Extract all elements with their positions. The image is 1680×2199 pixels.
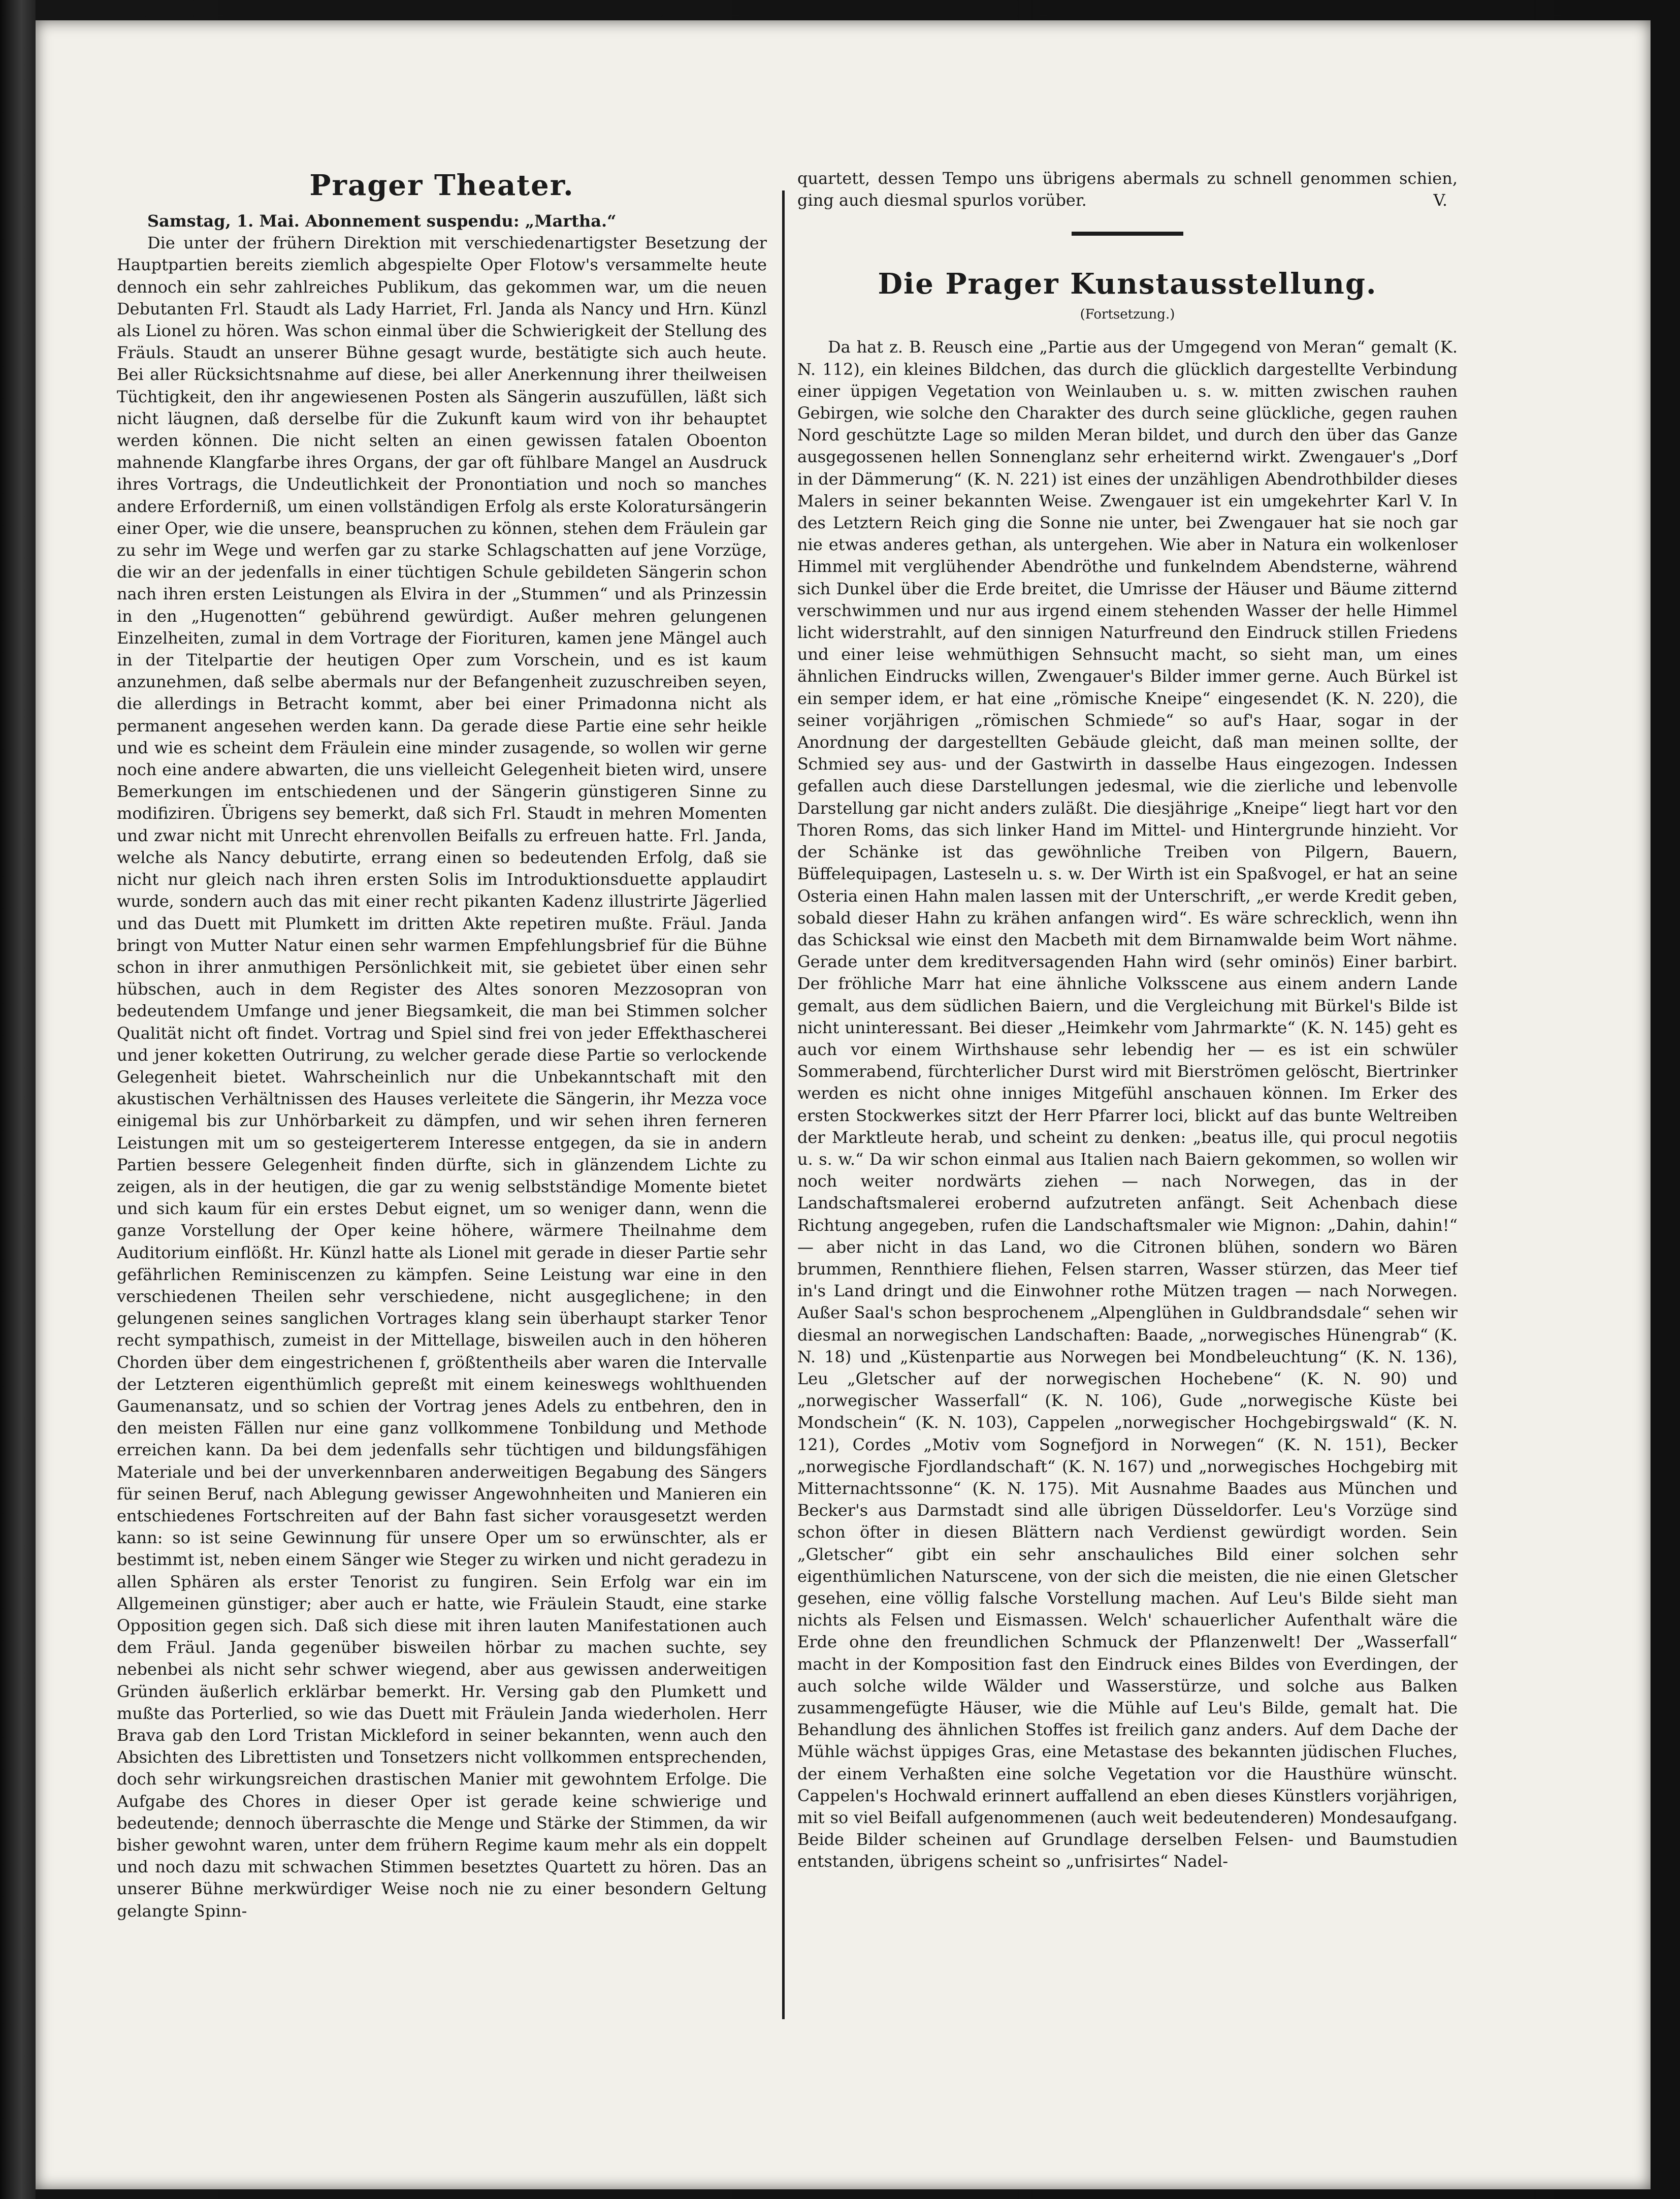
exhibition-article-text: Da hat z. B. Reusch eine „Partie aus der Umgegend von Meran“ gemalt (K. N. 112), ein kleines Bildchen, das durch die glücklich dargestellte Verbindung einer üppigen Vegetation von Weinlauben u. s. w. mitten zwischen rauhen Gebirgen, wie solche den Charakter des durch seine glückliche, gegen rauhen Nord geschützte Lage so milden Meran bildet, und durch den über das Ganze ausgegossenen hellen Sonnenglanz sehr erheiternd wirkt. Zwengauer's „Dorf in der Dämmerung“ (K. N. 221) ist eines der unzähligen Abendrothbilder dieses Malers in seiner bekannten Weise. Zwengauer ist ein umgekehrter Karl V. In des Letztern Reich ging die Sonne nie unter, bei Zwengauer hat sie noch gar nie etwas anderes gethan, als untergehen. Wie aber in Natura ein wolkenloser Himmel mit verglühender Abendröthe und funkelndem Abendsterne, während sich Dunkel über die Erde breitet, die Umrisse der Häuser und Bäume zitternd verschwimmen und nur aus irgend einem stehenden Wasser der helle Himmel licht widerstrahlt, auf den sinnigen Naturfreund den Eindruck stillen Friedens und einer leise wehmüthigen Sehnsucht macht, so sieht man, um eines ähnlichen Eindrucks willen, Zwengauer's Bilder immer gerne. Auch Bürkel ist ein semper idem, er hat eine „römische Kneipe“ eingesendet (K. N. 220), die seiner vorjährigen „römischen Schmiede“ so auf's Haar, sogar in der Anordnung der dargestellten Gebäude gleicht, daß man meinen sollte, der Schmied sey aus- und der Gastwirth in dasselbe Haus eingezogen. Indessen gefallen auch diese Darstellungen jedesmal, wie die zierliche und lebenvolle Darstellung gar nicht anders zuläßt. Die diesjährige „Kneipe“ liegt hart vor den Thoren Roms, das sich linker Hand im Mittel- und Hintergrunde hinzieht. Vor der Schänke ist das gewöhnliche Treiben von Pilgern, Bauern, Büffelequipagen, Lasteseln u. s. w. Der Wirth ist ein Spaßvogel, er hat an seine Osteria einen Hahn malen lassen mit der Unterschrift, „er werde Kredit geben, sobald dieser Hahn zu krähen anfangen wird“. Es wäre schrecklich, wenn ihn das Schicksal wie einst den Macbeth mit dem Birnamwalde beim Wort nähme. Gerade unter dem kreditversagenden Hahn wird (sehr ominös) Einer barbirt. Der fröhliche Marr hat eine ähnliche Volksscene aus einem andern Lande gemalt, aus dem südlichen Baiern, und die Vergleichung mit Bürkel's Bilde ist nicht uninteressant. Bei dieser „Heimkehr vom Jahrmarkte“ (K. N. 145) geht es auch vor einem Wirthshause sehr lebendig her — es ist ein schwüler Sommerabend, fürchterlicher Durst wird mit Bierströmen gelöscht, Biertrinker werden es nicht ohne inniges Mitgefühl anschauen können. Im Erker des ersten Stockwerkes sitzt der Herr Pfarrer loci, blickt auf das bunte Weltreiben der Marktleute herab, und scheint zu denken: „beatus ille, qui procul negotiis u. s. w.“ Da wir schon einmal aus Italien nach Baiern gekommen, so wollen wir noch weiter nordwärts ziehen — nach Norwegen, das in der Landschaftsmalerei erobernd aufzutreten anfängt. Seit Achenbach diese Richtung angegeben, rufen die Landschaftsmaler wie Mignon: „Dahin, dahin!“ — aber nicht in das Land, wo die Citronen blühen, sondern wo Bären brummen, Rennthiere fliehen, Felsen starren, Wasser stürzen, das Meer tief in's Land dringt und die Einwohner rothe Mützen tragen — nach Norwegen. Außer Saal's schon besprochenem „Alpenglühen in Guldbrandsdale“ sehen wir diesmal an norwegischen Landschaften: Baade, „norwegisches Hünengrab“ (K. N. 18) und „Küstenpartie aus Norwegen bei Mondbeleuchtung“ (K. N. 136), Leu „Gletscher auf der norwegischen Hochebene“ (K. N. 90) und „norwegischer Wasserfall“ (K. N. 106), Gude „norwegische Küste bei Mondschein“ (K. N. 103), Cappelen „norwegischer Hochgebirgswald“ (K. N. 121), Cordes „Motiv vom Sognefjord in Norwegen“ (K. N. 151), Becker „norwegische Fjordlandschaft“ (K. N. 167) und „norwegisches Hochgebirg mit Mitternachtssonne“ (K. N. 175). Mit Ausnahme Baades aus München und Becker's aus Darmstadt sind alle übrigen Düsseldorfer. Leu's Vorzüge sind schon öfter in diesen Blättern nach Verdienst gewürdigt worden. Sein „Gletscher“ gibt ein sehr anschauliches Bild einer solchen sehr eigenthümlichen Naturscene, von der sich die meisten, die nie einen Gletscher gesehen, eine völlig falsche Vorstellung machen. Auf Leu's Bilde sieht man nichts als Felsen und Eismassen. Welch' schauerlicher Aufenthalt wäre die Erde ohne den freundlichen Schmuck der Pflanzenwelt! Der „Wasserfall“ macht in der Komposition fast den Eindruck eines Bildes von Everdingen, der auch solche wilde Wälder und Wasserstürze, und solche aus Balken zusammengefügte Häuser, wie die Mühle auf Leu's Bilde, gemalt hat. Die Behandlung des ähnlichen Stoffes ist freilich ganz anders. Auf dem Dache der Mühle wächst üppiges Gras, eine Metastase des bekannten jüdischen Fluches, der einem Verhaßten eine solche Vegetation vor die Hausthüre wünscht. Cappelen's Hochwald erinnert auffallend an eben dieses Künstlers vorjährigen, mit so viel Beifall aufgenommenen (auch weit bedeutenderen) Mondesaufgang. Beide Bilder scheinen auf Grundlage derselben Felsen- und Baumstudien entstanden, übrigens scheint so „unfrisirtes“ Nadel- (797, 337, 1458, 1871)
author-signature: V. (1433, 190, 1447, 210)
performance-date-line: Samstag, 1. Mai. Abonnement suspendu: „Martha.“ (147, 211, 617, 231)
column-divider (782, 190, 785, 2019)
exhibition-heading: Die Prager Kunstausstellung. (878, 267, 1377, 301)
theater-heading: Prager Theater. (309, 169, 574, 202)
left-column (117, 168, 767, 2017)
continuation-note: (Fortsetzung.) (1080, 307, 1175, 323)
theater-review-text: Die unter der frühern Direktion mit verschiedenartigster Besetzung der Hauptpartien bereits ziemlich abgespielte Oper Flotow's versammelte heute dennoch ein sehr zahlreiches Publikum, das gekommen war, um die neuen Debutanten Frl. Staudt als Lady Harriet, Frl. Janda als Nancy und Hrn. Künzl als Lionel zu hören. Was schon einmal über die Schwierigkeit der Stellung des Fräuls. Staudt an unserer Bühne gesagt wurde, bestätigte sich auch heute. Bei aller Rücksichtsnahme auf diese, bei aller Anerkennung ihrer theilweisen Tüchtigkeit, den ihr angewiesenen Posten als Sängerin auszufüllen, läßt sich nicht läugnen, daß derselbe für die Zukunft kaum wird von ihr behauptet werden können. Die nicht selten an einen gewissen fatalen Oboenton mahnende Klangfarbe ihres Organs, der gar oft fühlbare Mangel an Ausdruck ihres Vortrags, die Undeutlichkeit der Pronontiation und noch so manches andere Erforderniß, um einen vollständigen Erfolg als erste Koloratursängerin einer Oper, wie die unsere, beanspruchen zu können, stehen dem Fräulein gar zu sehr im Wege und werfen gar zu starke Schlagschatten auf jene Vorzüge, die wir an der jedenfalls in einer tüchtigen Schule gebildeten Sängerin schon nach ihren ersten Leistungen als Elvira in der „Stummen“ und als Prinzessin in den „Hugenotten“ gebührend gewürdigt. Außer mehren gelungenen Einzelheiten, zumal in dem Vortrage der Fiorituren, kamen jene Mängel auch in der Titelpartie der heutigen Oper zum Vorschein, und es ist kaum anzunehmen, daß selbe abermals nur der Befangenheit zuzuschreiben seyen, die allerdings in Betracht kommt, aber bei einer Primadonna nicht als permanent angesehen werden kann. Da gerade diese Partie eine sehr heikle und wie es scheint dem Fräulein eine minder zusagende, so wollen wir gerne noch eine andere abwarten, die uns vielleicht Gelegenheit bieten wird, unsere Bemerkungen im entschiedenen und der Sängerin günstigeren Sinne zu modifiziren. Übrigens sey bemerkt, daß sich Frl. Staudt in mehren Momenten und zwar nicht mit Unrecht ehrenvollen Beifalls zu erfreuen hatte. Frl. Janda, welche als Nancy debutirte, errang einen so bedeutenden Erfolg, daß sie nicht nur gleich nach ihren ersten Solis im Introduktionsduette applaudirt wurde, sondern auch das mit einer recht pikanten Kadenz illustrirte Jägerlied und das Duett mit Plumkett im dritten Akte repetiren mußte. Fräul. Janda bringt von Mutter Natur einen sehr warmen Empfehlungsbrief für die Bühne schon in ihrer anmuthigen Persönlichkeit mit, sie gebietet über einen sehr hübschen, auch in dem Register des Altes sonoren Mezzosopran von bedeutendem Umfange und jener Biegsamkeit, die man bei Stimmen solcher Qualität nicht oft findet. Vortrag und Spiel sind frei von jeder Effekthascherei und jener koketten Outrirung, zu welcher gerade diese Partie so verlockende Gelegenheit bietet. Wahrscheinlich nur die Unbekanntschaft mit den akustischen Verhältnissen des Hauses verleitete die Sängerin, ihr Mezza voce einigemal bis zur Unhörbarkeit zu dämpfen, und wir sehen ihren ferneren Leistungen mit um so gesteigerterem Interesse entgegen, da sie in andern Partien bessere Gelegenheit finden dürfte, sich in glänzendem Lichte zu zeigen, als in der heutigen, die gar zu wenig selbstständige Momente bietet und sich kaum für ein erstes Debut eignet, um so weniger dann, wenn die ganze Vorstellung der Oper keine höhere, wärmere Theilnahme dem Auditorium einflößt. Hr. Künzl hatte als Lionel mit gerade in dieser Partie sehr gefährlichen Reminiscenzen zu kämpfen. Seine Leistung war eine in den verschiedenen Theilen sehr verschiedene, nicht ausgeglichene; in den gelungenen seines sanglichen Vortrages klang sein überhaupt starker Tenor recht sympathisch, zumeist in der Mittellage, bisweilen auch in den höheren Chorden über dem eingestrichenen f, größtentheils aber waren die Intervalle der Letzteren eigenthümlich gepreßt mit einem keineswegs wohlthuenden Gaumenansatz, und so schien der Vortrag jenes Adels zu entbehren, den in den meisten Fällen nur eine ganz vollkommene Tonbildung und Methode erreichen kann. Da bei dem jedenfalls sehr tüchtigen und bildungsfähigen Materiale und bei der unverkennbaren anderweitigen Begabung des Sängers für seinen Beruf, nach Ablegung gewisser Angewohnheiten und Manieren ein entschiedenes Fortschreiten auf der Bahn fast sicher vorausgesetzt werden kann: so ist seine Gewinnung für unsere Oper um so erwünschter, als er bestimmt ist, neben einem Sänger wie Steger zu wirken und nicht geradezu in allen Sphären als erster Tenorist zu fungiren. Sein Erfolg war ein im Allgemeinen günstiger; aber auch er hatte, wie Fräulein Staudt, eine starke Opposition gegen sich. Daß sich diese mit ihren lauten Manifestationen auch dem Fräul. Janda gegenüber bisweilen hörbar zu machen suchte, sey nebenbei als nicht sehr schwer wiegend, aber aus gewissen anderweitigen Gründen äußerlich erklärbar bemerkt. Hr. Versing gab den Plumkett und mußte das Porterlied, so wie das Duett mit Fräulein Janda wiederholen. Herr Brava gab den Lord Tristan Mickleford in seiner bekannten, wenn auch den Absichten des Librettisten und Tonsetzers nicht vollkommen entsprechenden, doch sehr wirkungsreichen drastischen Manier mit gewohntem Erfolge. Die Aufgabe des Chores in dieser Oper ist gerade keine schwierige und bedeutende; dennoch überraschte die Menge und Stärke der Stimmen, da wir bisher gewohnt waren, unter dem frühern Regime kaum mehr als ein doppelt und noch dazu mit schwachen Stimmen besetztes Quartett zu hören. Das an unserer Bühne merkwürdiger Weise noch nie zu einer besondern Geltung gelangte Spinn- (117, 233, 767, 1921)
review-continuation: quartett, dessen Tempo uns übrigens abermals zu schnell genommen schien, ging auch diesmal spurlos vorüber. (797, 169, 1458, 210)
right-column (797, 168, 1458, 2017)
section-rule (1072, 232, 1183, 236)
binding-gutter (0, 0, 36, 2199)
